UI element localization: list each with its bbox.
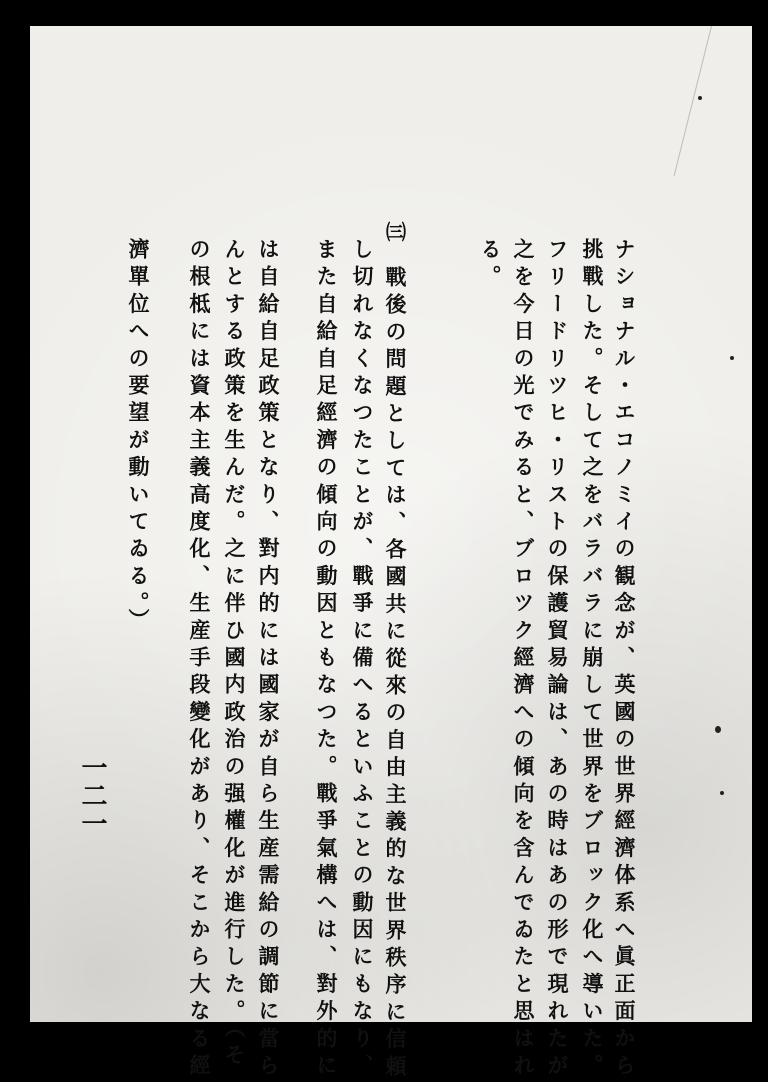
text-column-6: 戰後の問題としては、各國共に從來の自由主義的な世界秩序に信頼	[383, 266, 408, 1082]
text-column-11: の根柢には資本主義高度化、生産手段變化があり、そこから大なる經	[187, 238, 212, 1082]
text-column-7: し切れなくなつたことが、戰爭に備へるといふことの動因にもなり、	[350, 238, 375, 1082]
page-number: 一二一	[77, 754, 107, 838]
text-column-2: 挑戰した。そして之をバラバラに崩して世界をブロック化へ導いた。	[580, 238, 605, 1082]
text-column-10: んとする政策を生んだ。之に伴ひ國内政治の强權化が進行した。（そ	[222, 238, 247, 1071]
speck	[715, 726, 721, 733]
speck	[698, 96, 702, 100]
speck	[730, 356, 734, 360]
speck	[720, 791, 724, 795]
document-page	[30, 26, 752, 1082]
section-marker: ㈢	[386, 220, 406, 244]
text-column-1: ナショナル・エコノミイの観念が、英國の世界經濟体系へ眞正面から	[612, 238, 637, 1082]
text-column-8: また自給自足經濟の傾向の動因ともなつた。戰爭氣構へは、對外的に	[314, 238, 339, 1082]
text-column-12: 濟單位への要望が動いてゐる。）	[126, 238, 151, 636]
text-column-5: る。	[478, 238, 503, 293]
page-fold	[674, 26, 752, 176]
text-column-4: 之を今日の光でみると、ブロツク經濟への傾向を含んでゐたと思はれ	[511, 238, 536, 1082]
text-column-3: フリードリツヒ・リストの保護貿易論は、あの時はあの形で現れたが	[545, 238, 570, 1082]
text-column-9: は自給自足政策となり、對内的には國家が自ら生産需給の調節に當ら	[256, 238, 281, 1082]
